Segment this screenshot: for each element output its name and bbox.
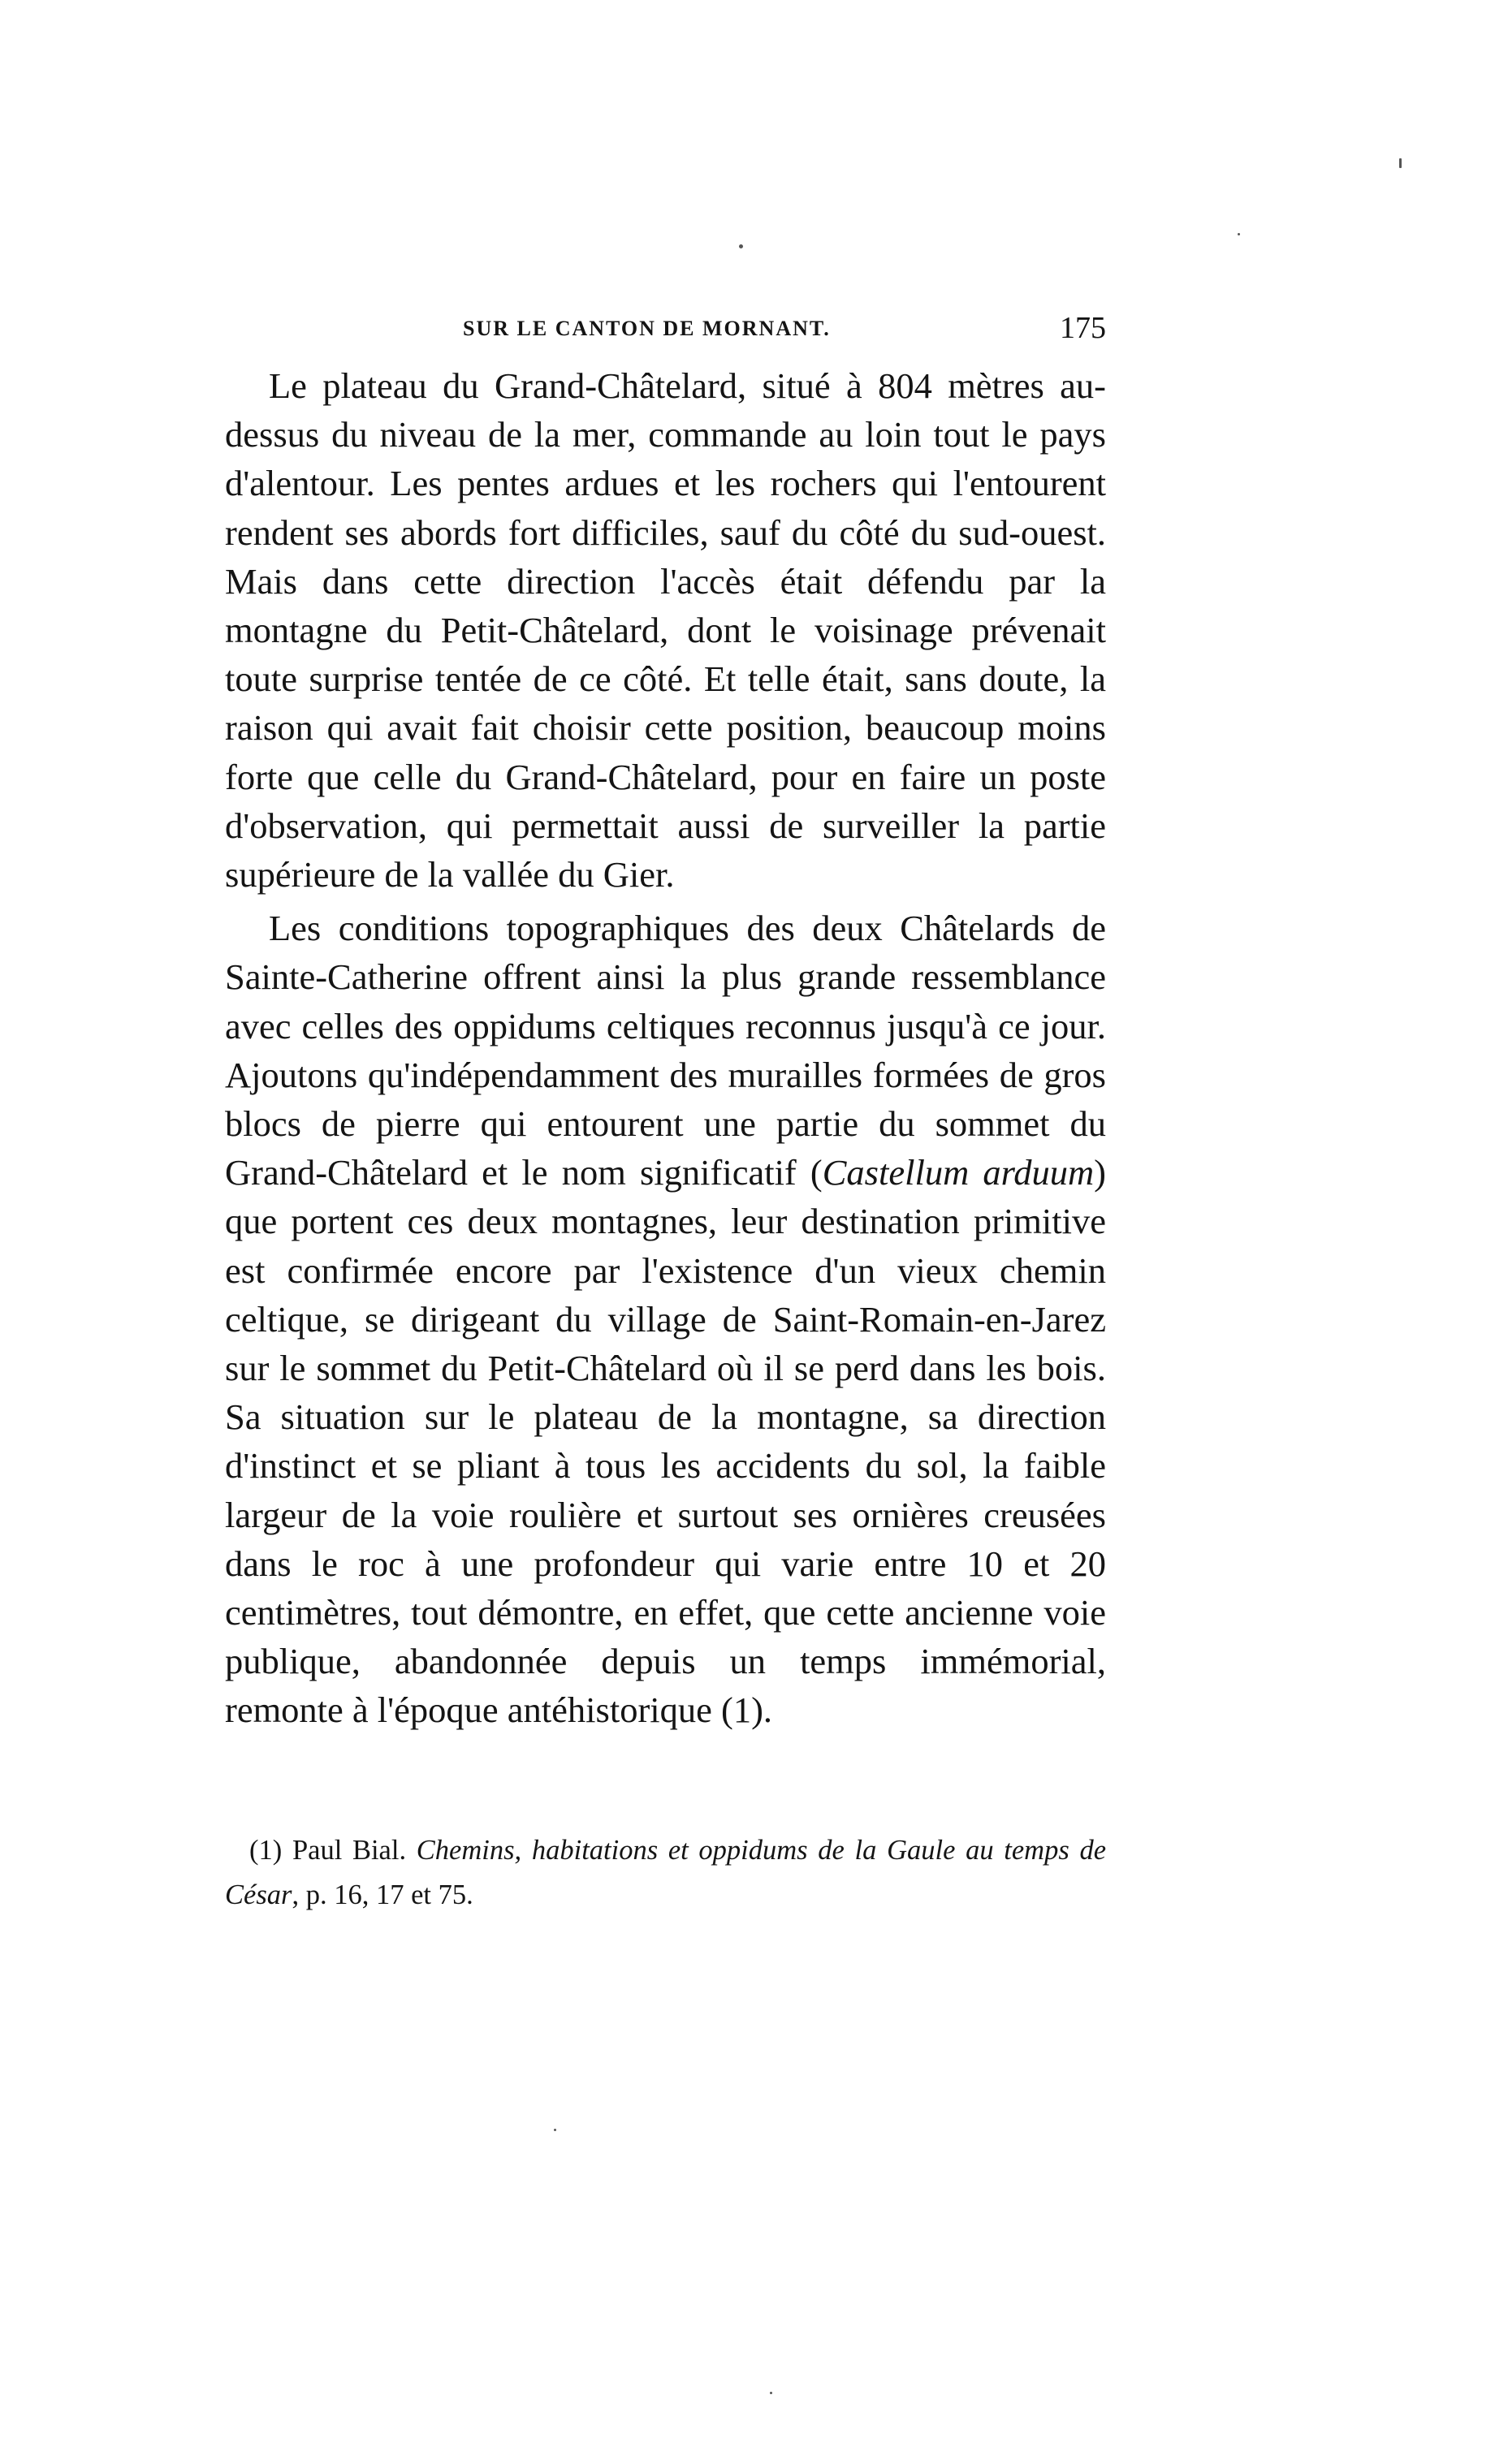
- footnote-pages: , p. 16, 17 et 75.: [292, 1879, 473, 1910]
- footnote-title: Chemins, habitations et oppidums de la Gaule au temps de César: [225, 1835, 1107, 1910]
- footnote-marker: (1): [249, 1835, 283, 1866]
- footnote-author: Paul Bial.: [292, 1835, 407, 1866]
- paragraph-1: Le plateau du Grand-Châtelard, situé à 804 mètres au-dessus du niveau de la mer, commande au loin tout le pays d'alentour. Les pentes ardues et les rochers qui l'entourent rendent ses abords fort difficiles, sauf du côté du sud-ouest. Mais dans cette direction l'accès était défendu par la montagne du Petit-Châtelard, dont le voisinage prévenait toute surprise tentée de ce côté. Et telle était, sans doute, la raison qui avait fait choisir cette position, beaucoup moins forte que celle du Grand-Châtelard, pour en faire un poste d'observation, qui permettait aussi de surveiller la partie supérieure de la vallée du Gier.: [225, 365, 1106, 895]
- page-number: 175: [1060, 311, 1106, 345]
- paragraph-2: [225, 904, 1106, 1734]
- footnote-text: [225, 1828, 1106, 1918]
- paragraph-2-part-2: ) que portent ces deux montagnes, leur destination primitive est confirmée encore par l'existence d'un vieux chemin celtique, se dirigeant du village de Saint-Romain-en-Jarez sur le sommet du Petit-Châtelard où il se perd dans les bois. Sa situation sur le plateau de la montagne, sa direction d'instinct et se pliant à tous les accidents du sol, la faible largeur de la voie roulière et surtout ses ornières creusées dans le roc à une profondeur qui varie entre 10 et 20 centimètres, tout démontre, en effet, que cette ancienne voie publique, abandonnée depuis un temps immémorial, remonte à l'époque antéhistorique (1).: [225, 1152, 1106, 1731]
- footnote: [225, 1828, 1106, 1918]
- scan-speck: [1238, 233, 1240, 235]
- scan-speck: [554, 2129, 556, 2131]
- scan-speck: [770, 2392, 772, 2394]
- main-text: [225, 361, 1106, 1735]
- scan-speck: [1399, 158, 1402, 168]
- page-header: [229, 310, 1106, 359]
- paragraph-2-italic: Castellum arduum: [822, 1152, 1095, 1193]
- scan-speck: [739, 244, 743, 248]
- paragraph-2-part-1: Les conditions topographiques des deux Châtelards de Sainte-Catherine offrent ainsi la plus grande ressemblance avec celles des oppidums celtiques reconnus jusqu'à ce jour. Ajoutons qu'indépendamment des murailles formées de gros blocs de pierre qui entourent une partie du sommet du Grand-Châtelard et le nom significatif (: [225, 908, 1106, 1193]
- running-head: SUR LE CANTON DE MORNANT.: [463, 317, 831, 340]
